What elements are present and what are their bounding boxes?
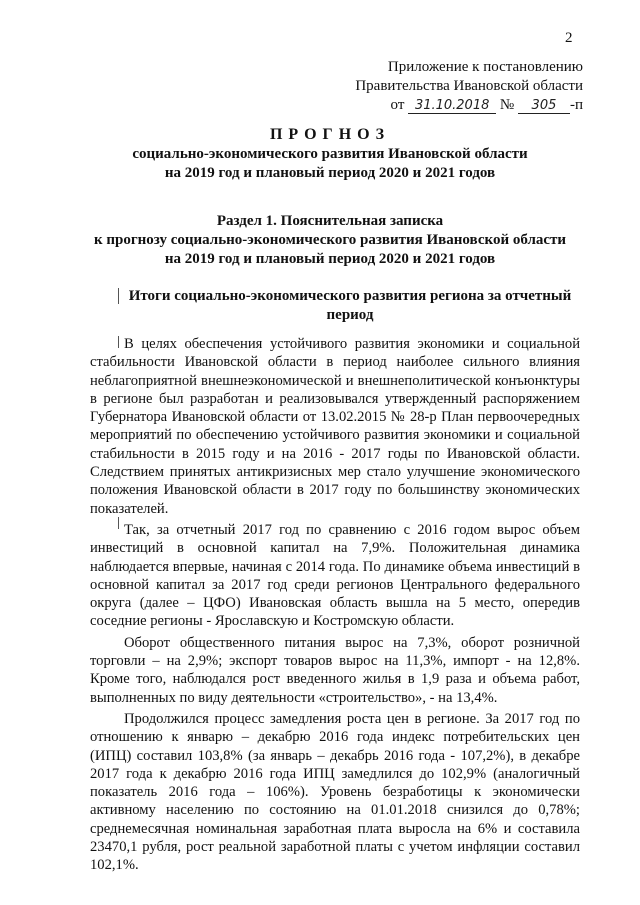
date-prefix: от: [390, 97, 405, 113]
title-spaced: ПРОГНОЗ: [269, 126, 391, 143]
page-number: 2: [565, 30, 573, 46]
body-text: [90, 335, 580, 875]
document-title: [60, 125, 600, 183]
number-suffix: -п: [569, 97, 583, 113]
paragraph: Так, за отчетный 2017 год по сравнению с 2016 годом вырос объем инвестиций в основной капитал на 7,9%. Положительная динамика наблюдается впервые, начиная с 2014 года. По динамике объема инвестиций в основной капитал за 2017 год среди регионов Центрального федерального округа (далее – ЦФО) Ивановская область вышла на 5 место, опередив соседние регионы - Ярославскую и Костромскую области.: [90, 521, 580, 630]
appendix-line-1: Приложение к постановлению: [387, 59, 583, 75]
appendix-line-2: Правительства Ивановской области: [355, 78, 583, 94]
paragraph: Оборот общественного питания вырос на 7,3%, оборот розничной торговли – на 2,9%; экспорт товаров вырос на 11,3%, импорт - на 12,8%. Кроме того, наблюдался рост введенного жилья в 1,9 раза и объема работ, выполненных по виду деятельности «строительство», - на 13,4%.: [90, 634, 580, 706]
section-heading: [60, 212, 600, 269]
title-line-1: социально-экономического развития Ивановской области: [132, 146, 528, 162]
handwritten-date: 31.10.2018: [408, 98, 496, 114]
appendix-header: [323, 58, 583, 115]
number-prefix: №: [499, 97, 515, 113]
subsection-heading: [110, 287, 590, 325]
section-line-1: Раздел 1. Пояснительная записка: [216, 213, 444, 229]
appendix-date-line: [323, 96, 583, 115]
handwritten-number: 305: [518, 98, 570, 114]
subsection-line-2: период: [326, 307, 374, 323]
subsection-line-1: Итоги социально-экономического развития региона за отчетный: [128, 288, 572, 304]
paragraph: В целях обеспечения устойчивого развития экономики и социальной стабильности Ивановской области в период наиболее сильного влияния неблагоприятной внешнеэкономической и внешнеполитической конъюнктуры в регионе был разработан и реализовывался утвержденный распоряжением Губернатора Ивановской области от 13.02.2015 № 28-р План первоочередных мероприятий по обеспечению устойчивого развития экономики и социальной стабильности в 2015 году и на 2016 - 2017 годы по Ивановской области. Следствием принятых антикризисных мер стало улучшение экономического положения Ивановской области в 2017 году по большинству экономических показателей.: [90, 336, 580, 517]
section-line-2: к прогнозу социально-экономического развития Ивановской области: [93, 232, 567, 248]
title-line-2: на 2019 год и плановый период 2020 и 2021 годов: [164, 165, 496, 181]
section-line-3: на 2019 год и плановый период 2020 и 2021 годов: [164, 251, 496, 267]
paragraph: Продолжился процесс замедления роста цен в регионе. За 2017 год по отношению к январю – декабрю 2016 года индекс потребительских цен (ИПЦ) составил 103,8% (за январь – декабрь 2016 года - 107,2%), в декабре 2017 года к декабрю 2016 года ИПЦ замедлился до 102,9% (аналогичный показатель 2016 года – 106%). Уровень безработицы к экономически активному населению по состоянию на 01.01.2018 снизился до 0,78%; среднемесячная номинальная заработная плата выросла на 6% и составила 23470,1 рубля, рост реальной заработной платы с учетом инфляции составил 102,1%.: [90, 710, 580, 874]
